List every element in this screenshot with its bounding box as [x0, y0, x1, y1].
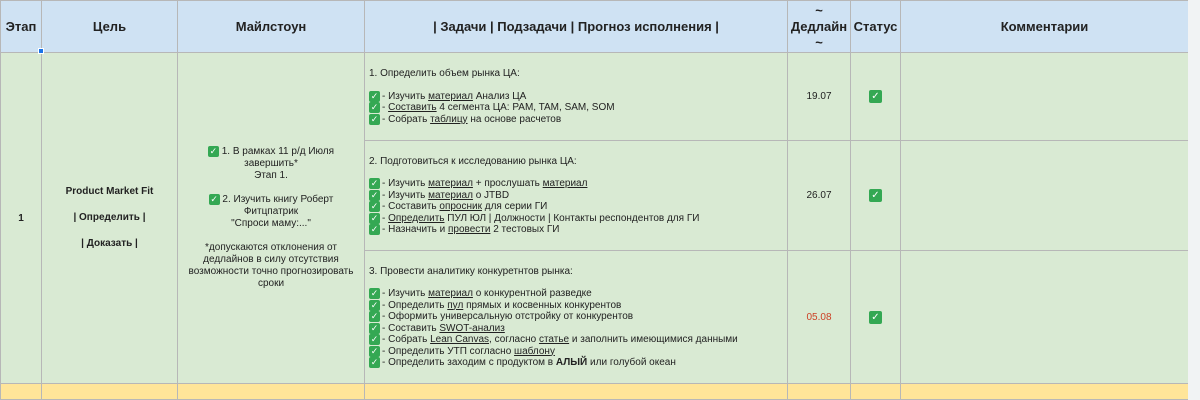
task-row-1 [1, 53, 1189, 141]
stage-cell[interactable]: 1 [1, 53, 42, 384]
subtask-item [369, 346, 783, 358]
vertical-scrollbar[interactable] [1188, 0, 1200, 400]
subtask-item [369, 300, 783, 312]
check-icon: ✓ [370, 113, 379, 124]
milestone-item-1 [184, 146, 358, 182]
header-milestone[interactable]: Майлстоун [178, 1, 365, 53]
deadline-tilde-top: ~ [815, 2, 823, 18]
subtask-text [382, 102, 615, 114]
subtask-link[interactable]: материал [428, 288, 473, 299]
subtask-emphasis: АЛЫЙ [555, 357, 588, 368]
header-goal[interactable]: Цель [42, 1, 178, 53]
subtask-item [369, 213, 783, 225]
task-title: 3. Провести аналитику конкуретнтов рынка: [369, 265, 573, 277]
subtask-text [382, 91, 526, 103]
subtask-fragment: - Изучить [382, 178, 429, 189]
header-stage[interactable]: Этап [1, 1, 42, 53]
task-title: 1. Определить объем рынка ЦА: [369, 68, 520, 79]
subtask-fragment: ПУЛ ЮЛ | Должности | Контакты респондентов для ГИ [444, 212, 700, 224]
subtask-link[interactable]: Составить [388, 102, 437, 113]
status-cell-1[interactable] [851, 53, 901, 141]
check-icon: ✓ [370, 299, 379, 310]
milestone-item-1-text: 1. В рамках 11 р/д Июля завершить* [221, 146, 335, 169]
task-title: 2. Подготовиться к исследованию рынка ЦА: [369, 155, 577, 167]
check-icon: ✓ [370, 189, 379, 200]
deadline-cell-2[interactable]: 26.07 [788, 141, 851, 251]
next-comment-cell[interactable] [901, 384, 1189, 400]
subtask-item [369, 334, 783, 346]
subtask-link[interactable]: материал [428, 189, 473, 201]
milestone-cell[interactable] [178, 53, 365, 384]
subtask-fragment: - Собрать [382, 113, 431, 125]
subtask-link[interactable]: провести [447, 224, 491, 235]
subtask-fragment: - [382, 212, 389, 224]
deadline-tilde-bottom: ~ [815, 34, 823, 50]
subtask-text [382, 300, 621, 312]
next-stage-row [1, 384, 1189, 400]
subtask-fragment: - Определить [382, 299, 448, 311]
subtask-item [369, 288, 783, 300]
goal-cell[interactable] [42, 53, 178, 384]
subtask-link[interactable]: статье [538, 334, 570, 345]
task-cell-1[interactable] [365, 53, 788, 141]
deadline-label: Дедлайн [790, 18, 848, 34]
subtask-item [369, 178, 783, 190]
subtask-link[interactable]: материал [542, 178, 588, 189]
subtask-fragment: о JTBD [472, 189, 510, 201]
subtask-fragment: и заполнить имеющимися данными [569, 334, 738, 345]
subtask-fragment: прямых и косвенных конкурентов [463, 299, 622, 311]
subtask-text [382, 357, 676, 369]
subtask-text [382, 323, 505, 335]
header-status[interactable]: Статус [851, 1, 901, 53]
subtask-fragment: для серии ГИ [481, 201, 548, 212]
milestone-item-1-text-2: Этап 1. [254, 170, 288, 181]
subtask-fragment: о конкурентной разведке [472, 288, 592, 299]
status-cell-2[interactable] [851, 141, 901, 251]
check-icon: ✓ [370, 102, 379, 113]
next-stage-cell[interactable] [1, 384, 42, 400]
status-cell-3[interactable] [851, 251, 901, 384]
goal-line-1: Product Market Fit [65, 186, 154, 197]
subtask-link[interactable]: SWOT-анализ [439, 322, 505, 334]
next-task-cell[interactable] [365, 384, 788, 400]
next-deadline-cell[interactable] [788, 384, 851, 400]
goal-line-3: | Доказать | [81, 238, 138, 249]
comment-cell-3[interactable] [901, 251, 1189, 384]
subtask-fragment: - Определить заходим с продуктом в [382, 357, 556, 368]
subtask-fragment: - Изучить [382, 90, 429, 102]
deadline-cell-3[interactable]: 05.08 [788, 251, 851, 384]
header-row [1, 1, 1189, 53]
subtask-fragment: или голубой океан [587, 357, 676, 368]
check-icon: ✓ [370, 212, 379, 223]
subtask-item [369, 311, 783, 323]
selection-fill-handle[interactable] [38, 48, 44, 54]
next-milestone-cell[interactable] [178, 384, 365, 400]
subtask-fragment: 4 сегмента ЦА: PAM, TAM, SAM, SOM [436, 102, 615, 113]
comment-cell-1[interactable] [901, 53, 1189, 141]
check-icon: ✓ [370, 90, 379, 101]
subtask-link[interactable]: Определить [388, 212, 445, 224]
task-cell-2[interactable] [365, 141, 788, 251]
check-icon: ✓ [370, 322, 379, 333]
subtask-link[interactable]: шаблону [514, 345, 555, 357]
check-icon: ✓ [370, 334, 379, 345]
check-icon: ✓ [370, 178, 379, 189]
check-icon: ✓ [370, 357, 379, 368]
check-icon: ✓ [370, 311, 379, 322]
subtask-link[interactable]: материал [428, 178, 473, 189]
status-check-icon: ✓ [869, 90, 882, 103]
subtask-text [382, 224, 560, 236]
subtask-fragment: 2 тестовых ГИ [490, 224, 560, 235]
subtask-item [369, 190, 783, 202]
subtask-text [382, 178, 587, 190]
subtask-fragment: , согласно [489, 334, 539, 345]
subtask-text [382, 311, 633, 323]
goal-line-2: | Определить | [73, 212, 146, 223]
subtask-fragment: - Составить [382, 322, 440, 334]
check-icon: ✓ [370, 345, 379, 356]
subtask-fragment: - Собрать [382, 334, 431, 345]
status-check-icon: ✓ [869, 311, 882, 324]
check-icon: ✓ [370, 288, 379, 299]
subtask-item [369, 91, 783, 103]
check-icon: ✓ [370, 201, 379, 212]
subtask-text [382, 288, 592, 300]
subtask-item [369, 224, 783, 236]
subtask-fragment: + прослушать [472, 178, 543, 189]
subtask-text [382, 114, 561, 126]
subtask-fragment: - [382, 102, 389, 113]
check-icon: ✓ [209, 146, 218, 156]
subtask-text [382, 201, 547, 213]
subtask-fragment: - Изучить [382, 288, 429, 299]
task-cell-3[interactable] [365, 251, 788, 384]
header-deadline[interactable] [788, 1, 851, 53]
next-status-cell[interactable] [851, 384, 901, 400]
subtask-text [382, 334, 738, 346]
subtask-fragment: Анализ ЦА [472, 90, 527, 102]
subtask-fragment: - Изучить [382, 189, 429, 201]
subtask-fragment: - Оформить универсальную отстройку от конкурентов [382, 311, 634, 322]
subtask-text [382, 346, 555, 358]
subtask-text [382, 190, 509, 202]
subtask-link[interactable]: материал [428, 90, 473, 102]
milestone-item-2-text: 2. Изучить книгу Роберт Фитцпатрик [222, 194, 334, 217]
subtask-item [369, 102, 783, 114]
next-goal-cell[interactable] [42, 384, 178, 400]
subtask-fragment: - Составить [382, 201, 440, 212]
deadline-cell-1[interactable]: 19.07 [788, 53, 851, 141]
subtask-link[interactable]: пул [447, 299, 464, 311]
header-comments[interactable]: Комментарии [901, 1, 1189, 53]
subtask-item [369, 201, 783, 213]
status-check-icon: ✓ [869, 189, 882, 202]
subtask-fragment: - Определить УТП согласно [382, 345, 515, 357]
subtask-item [369, 323, 783, 335]
header-tasks[interactable]: | Задачи | Подзадачи | Прогноз исполнения | [365, 1, 788, 53]
check-icon: ✓ [210, 194, 218, 204]
subtask-fragment: - Назначить и [382, 224, 448, 235]
subtask-text [382, 213, 699, 225]
subtask-link[interactable]: таблицу [430, 113, 468, 125]
subtask-item [369, 114, 783, 126]
subtask-link[interactable]: опросник [439, 201, 482, 212]
milestone-item-2 [184, 194, 358, 230]
milestone-item-2-text-2: "Спроси маму:..." [231, 218, 311, 229]
milestone-note: *допускаются отклонения от дедлайнов в силу отсутствия возможности точно прогнозировать сроки [188, 242, 354, 289]
subtask-link[interactable]: Lean Canvas [430, 334, 490, 345]
comment-cell-2[interactable] [901, 141, 1189, 251]
check-icon: ✓ [370, 224, 379, 235]
subtask-fragment: на основе расчетов [467, 113, 562, 125]
subtask-item [369, 357, 783, 369]
